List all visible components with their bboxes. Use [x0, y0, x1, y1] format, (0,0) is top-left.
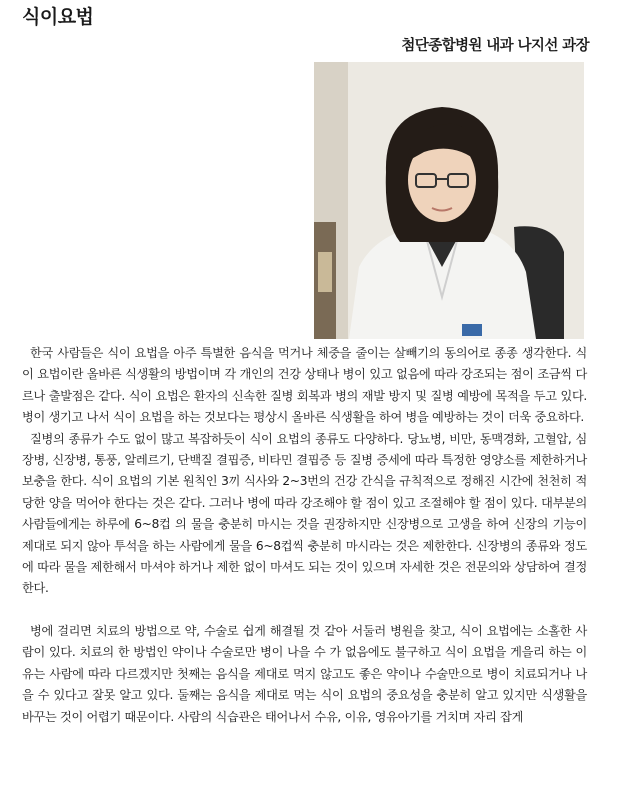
article-body — [22, 343, 587, 728]
portrait-photo-icon — [314, 62, 584, 339]
portrait-photo — [314, 62, 584, 339]
paragraph-2: 질병의 종류가 수도 없이 많고 복잡하듯이 식이 요법의 종류도 다양하다. 당뇨병, 비만, 동맥경화, 고혈압, 심장병, 신장병, 통풍, 알레르기, 단백질 결핍증, 비타민 결핍증 등 질병 증세에 따라 특정한 영양소를 제한하거나 보충을 한다. 식이 요법의 기본 원칙인 3끼 식사와 2~3번의 건강 간식을 규칙적으로 정해진 시간에 천천히 적당한 양을 먹어야 한다는 것은 같다. 그러나 병에 따라 강조해야 할 점이 있고 조절해야 할 점이 있다. 대부분의 사람들에게는 하루에 6~8컵 의 물을 충분히 마시는 것을 권장하지만 신장병으로 고생을 하여 신장의 기능이 제대로 되지 않아 투석을 하는 사람에게 물을 6~8컵씩 충분히 마시라는 것은 제한한다. 신장병의 종류와 정도에 따라 물을 제한해서 마셔야 하거나 제한 없이 마셔도 되는 것이 있으며 자세한 것은 전문의와 상담하여 결정한다. — [22, 431, 587, 596]
paragraph-1: 한국 사람들은 식이 요법을 아주 특별한 음식을 먹거나 체중을 줄이는 살빼기의 동의어로 종종 생각한다. 식이 요법이란 올바른 식생활의 방법이며 각 개인의 건강 상태나 병이 있고 없음에 따라 강조되는 점이 조금씩 다르나 출발점은 같다. 식이 요법은 환자의 신속한 질병 회복과 병의 재발 방지 및 질병 예방에 목적을 두고 있다. 병이 생기고 나서 식이 요법을 하는 것보다는 평상시 올바른 식생활을 하여 병을 예방하는 것이 더욱 중요하다. — [22, 346, 587, 425]
page-title: 식이요법 — [22, 6, 94, 28]
author-byline: 첨단종합병원 내과 나지선 과장 — [401, 38, 589, 54]
paragraph-3: 병에 걸리면 치료의 방법으로 약, 수술로 쉽게 해결될 것 같아 서둘러 병원을 찾고, 식이 요법에는 소홀한 사람이 있다. 치료의 한 방법인 약이나 수술로만 병이 나을 수 가 없음에도 불구하고 식이 요법을 게을리 하는 이유는 사람에 따라 다르겠지만 첫째는 음식을 제대로 먹지 않고도 좋은 약이나 수술만으로 병이 치료되거나 나을 수 있다고 잘못 알고 있다. 둘째는 음식을 제대로 먹는 식이 요법의 중요성을 충분히 알고 있지만 식생활을 바꾸는 것이 어렵기 때문이다. 사람의 식습관은 태어나서 수유, 이유, 영유아기를 거치며 자리 잡게 — [22, 623, 587, 724]
